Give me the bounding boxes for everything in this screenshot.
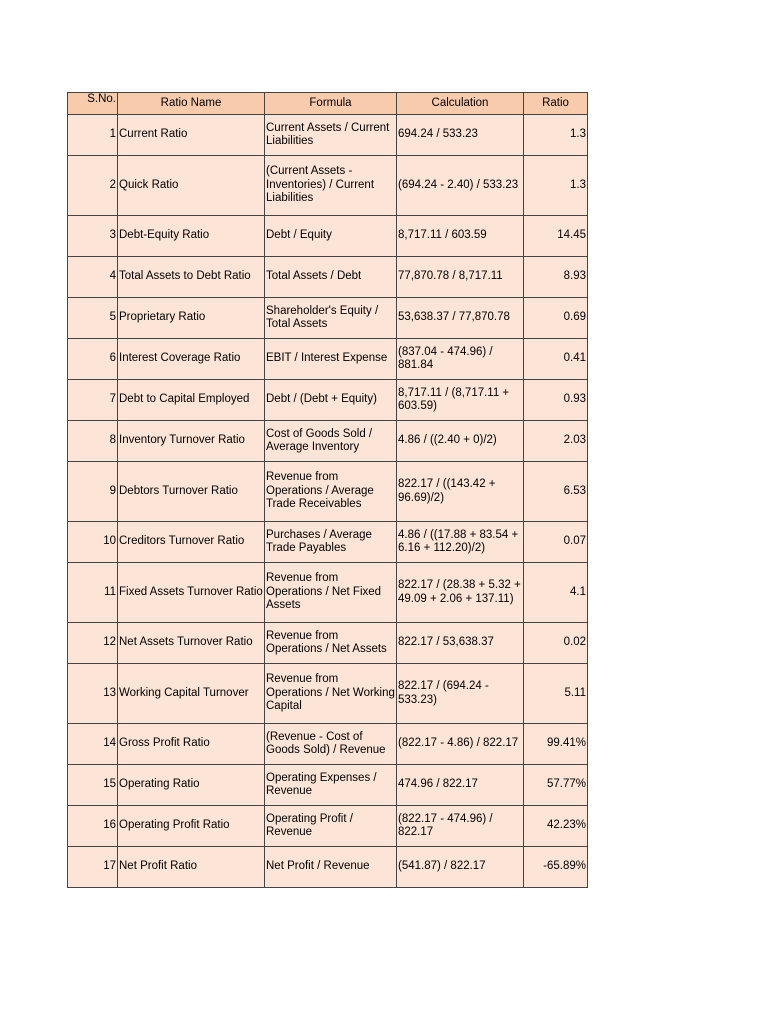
row-ratio-value: 8.93 bbox=[524, 257, 588, 298]
row-ratio-value: 2.03 bbox=[524, 421, 588, 462]
table-row bbox=[68, 257, 588, 298]
row-formula: Operating Expenses / Revenue bbox=[265, 765, 397, 806]
table-row bbox=[68, 765, 588, 806]
row-formula: Debt / Equity bbox=[265, 216, 397, 257]
row-calculation: 822.17 / (694.24 - 533.23) bbox=[397, 664, 524, 724]
row-ratio-name: Operating Ratio bbox=[118, 765, 265, 806]
table-row bbox=[68, 847, 588, 888]
row-sno: 3 bbox=[68, 216, 118, 257]
row-ratio-name: Current Ratio bbox=[118, 115, 265, 156]
header-ratio-name: Ratio Name bbox=[118, 93, 265, 115]
row-ratio-name: Net Profit Ratio bbox=[118, 847, 265, 888]
row-ratio-name: Interest Coverage Ratio bbox=[118, 339, 265, 380]
row-sno: 14 bbox=[68, 724, 118, 765]
row-ratio-name: Debtors Turnover Ratio bbox=[118, 462, 265, 522]
row-sno: 12 bbox=[68, 623, 118, 664]
table-row bbox=[68, 462, 588, 522]
row-calculation: 4.86 / ((2.40 + 0)/2) bbox=[397, 421, 524, 462]
row-ratio-value: 57.77% bbox=[524, 765, 588, 806]
row-sno: 8 bbox=[68, 421, 118, 462]
row-ratio-name: Inventory Turnover Ratio bbox=[118, 421, 265, 462]
row-calculation: (541.87) / 822.17 bbox=[397, 847, 524, 888]
row-ratio-name: Total Assets to Debt Ratio bbox=[118, 257, 265, 298]
row-calculation: 4.86 / ((17.88 + 83.54 + 6.16 + 112.20)/2) bbox=[397, 522, 524, 563]
row-formula: Purchases / Average Trade Payables bbox=[265, 522, 397, 563]
row-calculation: 694.24 / 533.23 bbox=[397, 115, 524, 156]
row-calculation: 77,870.78 / 8,717.11 bbox=[397, 257, 524, 298]
row-sno: 7 bbox=[68, 380, 118, 421]
row-formula: Operating Profit / Revenue bbox=[265, 806, 397, 847]
row-ratio-name: Debt-Equity Ratio bbox=[118, 216, 265, 257]
ratio-table bbox=[67, 92, 588, 888]
row-ratio-name: Proprietary Ratio bbox=[118, 298, 265, 339]
row-ratio-value: 42.23% bbox=[524, 806, 588, 847]
row-calculation: (822.17 - 4.86) / 822.17 bbox=[397, 724, 524, 765]
row-ratio-value: 14.45 bbox=[524, 216, 588, 257]
table-row bbox=[68, 380, 588, 421]
row-calculation: 474.96 / 822.17 bbox=[397, 765, 524, 806]
table-row bbox=[68, 806, 588, 847]
row-formula: (Revenue - Cost of Goods Sold) / Revenue bbox=[265, 724, 397, 765]
row-sno: 10 bbox=[68, 522, 118, 563]
row-ratio-value: 4.1 bbox=[524, 563, 588, 623]
row-ratio-name: Debt to Capital Employed bbox=[118, 380, 265, 421]
table-row bbox=[68, 421, 588, 462]
row-calculation: (694.24 - 2.40) / 533.23 bbox=[397, 156, 524, 216]
row-calculation: 8,717.11 / (8,717.11 + 603.59) bbox=[397, 380, 524, 421]
table-row bbox=[68, 216, 588, 257]
row-calculation: (822.17 - 474.96) / 822.17 bbox=[397, 806, 524, 847]
row-ratio-name: Gross Profit Ratio bbox=[118, 724, 265, 765]
row-ratio-value: 5.11 bbox=[524, 664, 588, 724]
row-sno: 16 bbox=[68, 806, 118, 847]
row-ratio-name: Fixed Assets Turnover Ratio bbox=[118, 563, 265, 623]
header-formula: Formula bbox=[265, 93, 397, 115]
header-calculation: Calculation bbox=[397, 93, 524, 115]
header-row bbox=[68, 93, 588, 115]
row-formula: (Current Assets - Inventories) / Current Liabilities bbox=[265, 156, 397, 216]
row-sno: 1 bbox=[68, 115, 118, 156]
row-ratio-name: Net Assets Turnover Ratio bbox=[118, 623, 265, 664]
row-calculation: (837.04 - 474.96) / 881.84 bbox=[397, 339, 524, 380]
row-formula: Revenue from Operations / Net Working Capital bbox=[265, 664, 397, 724]
row-sno: 17 bbox=[68, 847, 118, 888]
row-formula: EBIT / Interest Expense bbox=[265, 339, 397, 380]
table-row bbox=[68, 298, 588, 339]
row-sno: 11 bbox=[68, 563, 118, 623]
table-row bbox=[68, 339, 588, 380]
table-row bbox=[68, 623, 588, 664]
row-formula: Revenue from Operations / Average Trade Receivables bbox=[265, 462, 397, 522]
table-row bbox=[68, 724, 588, 765]
row-sno: 4 bbox=[68, 257, 118, 298]
table-row bbox=[68, 563, 588, 623]
row-calculation: 822.17 / ((143.42 + 96.69)/2) bbox=[397, 462, 524, 522]
row-formula: Cost of Goods Sold / Average Inventory bbox=[265, 421, 397, 462]
row-ratio-value: 0.93 bbox=[524, 380, 588, 421]
row-formula: Total Assets / Debt bbox=[265, 257, 397, 298]
row-ratio-value: 1.3 bbox=[524, 115, 588, 156]
row-ratio-name: Quick Ratio bbox=[118, 156, 265, 216]
row-ratio-name: Operating Profit Ratio bbox=[118, 806, 265, 847]
row-formula: Debt / (Debt + Equity) bbox=[265, 380, 397, 421]
row-sno: 15 bbox=[68, 765, 118, 806]
row-calculation: 822.17 / (28.38 + 5.32 + 49.09 + 2.06 + 137.11) bbox=[397, 563, 524, 623]
row-ratio-value: 1.3 bbox=[524, 156, 588, 216]
row-formula: Revenue from Operations / Net Assets bbox=[265, 623, 397, 664]
row-ratio-value: -65.89% bbox=[524, 847, 588, 888]
row-ratio-value: 6.53 bbox=[524, 462, 588, 522]
row-sno: 5 bbox=[68, 298, 118, 339]
row-sno: 9 bbox=[68, 462, 118, 522]
header-sno: S.No. bbox=[68, 93, 118, 115]
table-row bbox=[68, 664, 588, 724]
row-sno: 6 bbox=[68, 339, 118, 380]
row-sno: 2 bbox=[68, 156, 118, 216]
row-ratio-name: Creditors Turnover Ratio bbox=[118, 522, 265, 563]
header-ratio: Ratio bbox=[524, 93, 588, 115]
row-formula: Net Profit / Revenue bbox=[265, 847, 397, 888]
row-ratio-value: 99.41% bbox=[524, 724, 588, 765]
row-ratio-name: Working Capital Turnover bbox=[118, 664, 265, 724]
row-ratio-value: 0.41 bbox=[524, 339, 588, 380]
table-row bbox=[68, 522, 588, 563]
row-formula: Shareholder's Equity / Total Assets bbox=[265, 298, 397, 339]
row-sno: 13 bbox=[68, 664, 118, 724]
row-formula: Current Assets / Current Liabilities bbox=[265, 115, 397, 156]
row-calculation: 8,717.11 / 603.59 bbox=[397, 216, 524, 257]
row-calculation: 822.17 / 53,638.37 bbox=[397, 623, 524, 664]
row-ratio-value: 0.02 bbox=[524, 623, 588, 664]
table-row bbox=[68, 115, 588, 156]
row-formula: Revenue from Operations / Net Fixed Assets bbox=[265, 563, 397, 623]
table-row bbox=[68, 156, 588, 216]
row-ratio-value: 0.07 bbox=[524, 522, 588, 563]
row-ratio-value: 0.69 bbox=[524, 298, 588, 339]
row-calculation: 53,638.37 / 77,870.78 bbox=[397, 298, 524, 339]
